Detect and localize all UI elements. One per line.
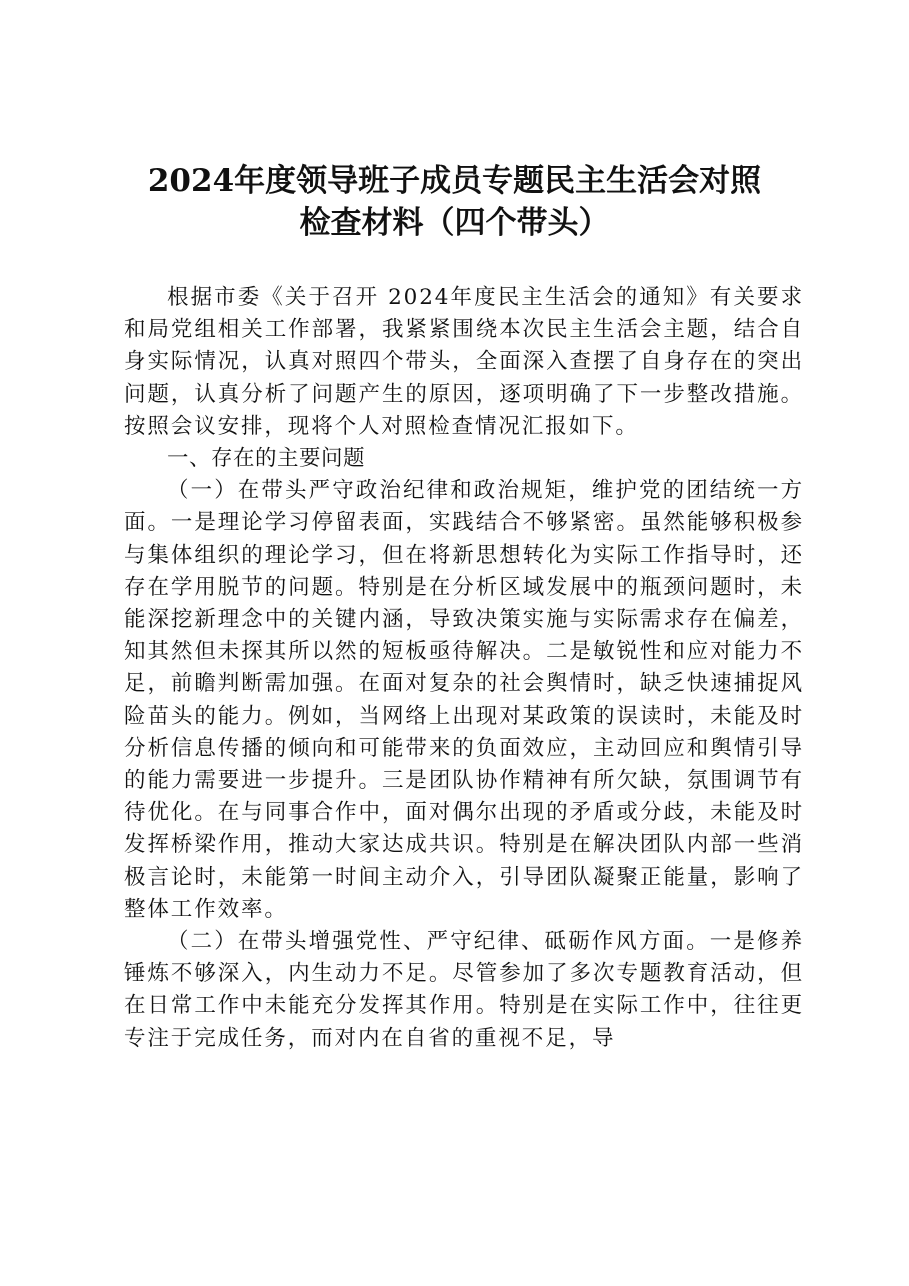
section-heading: 一、存在的主要问题 (167, 446, 366, 472)
subsection-1-body: 一是理论学习停留表面，实践结合不够紧密。虽然能够积极参与集体组织的理论学习，但在将新思想转化为实际工作指导时，还存在学用脱节的问题。特别是在分析区域发展中的瓶颈问题时，未能深挖新理念中的关键内涵，导致决策实施与实际需求存在偏差，知其然但未探其所以然的短板亟待解决。二是敏锐性和应对能力不足，前瞻判断需加强。在面对复杂的社会舆情时，缺乏快速捕捉风险苗头的能力。例如，当网络上出现对某政策的误读时，未能及时分析信息传播的倾向和可能带来的负面效应，主动回应和舆情引导的能力需要进一步提升。三是团队协作精神有所欠缺，氛围调节有待优化。在与同事合作中，面对偶尔出现的矛盾或分歧，未能及时发挥桥梁作用，推动大家达成共识。特别是在解决团队内部一些消极言论时，未能第一时间主动介入，引导团队凝聚正能量，影响了整体工作效率。 (124, 510, 804, 922)
intro-paragraph: 根据市委《关于召开 2024年度民主生活会的通知》有关要求和局党组相关工作部署，我紧紧围绕本次民主生活会主题，结合自身实际情况，认真对照四个带头，全面深入查摆了自身存在的突出问题，认真分析了问题产生的原因，逐项明确了下一步整改措施。按照会议安排，现将个人对照检查情况汇报如下。 (124, 285, 804, 439)
document-title-line1: 2024年度领导班子成员专题民主生活会对照 (147, 163, 762, 199)
subsection-2-title: （二）在带头增强党性、严守纪律、砥砺作风方面。 (167, 929, 710, 955)
document-title-line2: 检查材料（四个带头） (299, 205, 610, 241)
subsection-1-paragraph (124, 475, 804, 926)
subsection-1-title: （一）在带头严守政治纪律和政治规矩，维护党的团结统一方面。 (124, 478, 804, 536)
document-body (124, 282, 804, 1055)
subsection-2-body: 一是修养锤炼不够深入，内生动力不足。尽管参加了多次专题教育活动，但在日常工作中未能充分发挥其作用。特别是在实际工作中，往往更专注于完成任务，而对内在自省的重视不足，导 (124, 929, 804, 1051)
subsection-2-paragraph (124, 926, 804, 1055)
